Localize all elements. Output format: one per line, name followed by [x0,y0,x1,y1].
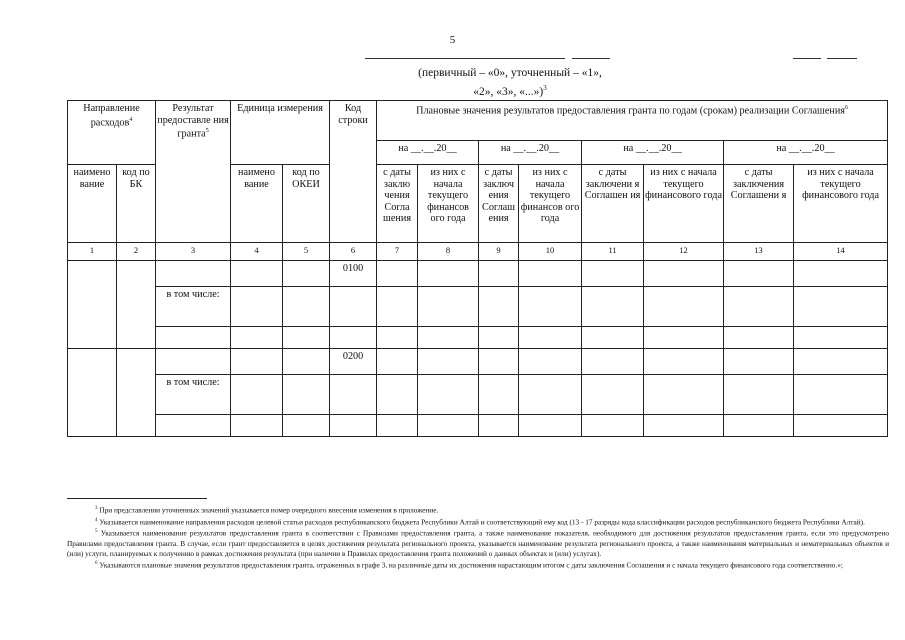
footnote-mark: 3 [95,506,98,511]
table-cell [283,375,330,415]
footnote-mark: 6 [95,561,98,567]
table-cell [156,415,231,437]
table-cell [582,327,644,349]
column-number: 9 [479,243,519,261]
table-cell [377,349,418,375]
table-cell [519,327,582,349]
table-cell [479,287,519,327]
table-cell [724,349,794,375]
blank-line [572,58,610,59]
version-note-line2-text: «2», «3», «...») [473,85,544,98]
row-code: 0100 [330,261,377,287]
column-number: 14 [794,243,888,261]
header-result-text: Результат предоставле ния гранта [157,103,229,140]
table-cell [479,327,519,349]
table-cell [644,415,724,437]
table-cell [377,261,418,287]
footnote-mark: 5 [205,128,209,135]
including-label: в том числе: [156,287,231,327]
header-planned [377,101,888,141]
version-note [330,66,690,100]
table-cell [519,287,582,327]
table-cell [724,287,794,327]
table-cell [156,327,231,349]
table-cell [644,287,724,327]
header-year-col: из них с начала текущего финансов ого года [519,165,582,243]
table-cell [330,415,377,437]
table-cell [231,327,283,349]
version-note-line2 [330,81,690,100]
table-row [68,349,888,375]
table-cell [418,327,479,349]
table-cell [724,327,794,349]
table-cell [794,375,888,415]
table-cell [377,375,418,415]
table-cell [283,287,330,327]
table-cell [644,375,724,415]
column-number: 1 [68,243,117,261]
header-year-col: с даты заклю чения Согла шения [377,165,418,243]
table-cell [231,375,283,415]
table-cell [156,349,231,375]
table-row [68,415,888,437]
table-cell [724,375,794,415]
table-cell [794,261,888,287]
table-cell [644,349,724,375]
table-cell [418,415,479,437]
footnote-text: Указываются плановые значения результатов предоставления гранта, отраженных в графе 3, на различные даты их достижения нарастающим итогом с даты заключения Соглашения и с начала текущего финансового года соответственно.»; [99,560,843,570]
footnote [67,559,889,571]
table-row [68,327,888,349]
footnote-mark: 3 [543,84,547,92]
blank-line [793,58,821,59]
table-cell [283,261,330,287]
header-year-3: на __.__.20__ [582,141,724,165]
header-result [156,101,231,243]
header-year-col: с даты заключени я Соглашен ия [582,165,644,243]
page-number: 5 [449,34,456,46]
table-cell [283,349,330,375]
row-code: 0200 [330,349,377,375]
table-cell [377,287,418,327]
results-table [67,100,888,437]
header-year-col: из них с начала текущего финансового года [794,165,888,243]
table-cell [330,375,377,415]
footnote-mark: 6 [845,105,848,111]
table-cell [644,261,724,287]
table-cell [283,415,330,437]
table-cell [117,349,156,437]
header-year-col: с даты заключ ения Соглаш ения [479,165,519,243]
table-cell [794,349,888,375]
table-cell [519,375,582,415]
table-cell [479,375,519,415]
table-cell [377,415,418,437]
table-cell [479,261,519,287]
table-cell [479,349,519,375]
table-cell [582,415,644,437]
table-cell [68,261,117,349]
footnote-mark: 4 [129,116,133,123]
table-cell [644,327,724,349]
table-cell [794,327,888,349]
table-row [68,261,888,287]
header-year-col: с даты заключения Соглашени я [724,165,794,243]
table-cell [479,415,519,437]
footnote-text: При представлении уточненных значений указывается номер очередного внесения изменения в приложение. [99,505,439,515]
footnotes [67,498,889,571]
header-year-1: на __.__.20__ [377,141,479,165]
table-cell [231,415,283,437]
header-bk-code: код по БК [117,165,156,243]
table-cell [794,287,888,327]
blank-line [827,58,857,59]
column-number: 10 [519,243,582,261]
column-number: 11 [582,243,644,261]
footnote-mark: 5 [95,529,98,535]
table-cell [519,261,582,287]
header-year-col: из них с начала текущего финансового года [644,165,724,243]
table-cell [156,261,231,287]
header-direction-text: Направление расходов [83,103,140,128]
table-cell [582,261,644,287]
column-number: 13 [724,243,794,261]
table-row [68,375,888,415]
table-cell [330,327,377,349]
header-row-1 [68,101,888,141]
table-cell [724,415,794,437]
table-cell [231,349,283,375]
table-cell [231,287,283,327]
header-year-col: из них с начала текущего финансов ого года [418,165,479,243]
table-cell [68,349,117,437]
footnote-text: Указывается наименование результатов предоставления гранта в соответствии с Правилами предоставления гранта, а также наименование показателя, необходимого для достижения результатов предоставления гранта, если это предусмотрено Правилами предоставления гранта. В случае, если грант предоставляется в целях достижения результата регионального проекта, указывается наименование результата регионального проекта, а также наименования материальных и нематериальных объектов и (или) услуги, планируемых к получению в рамках достижения результата (при наличии в Правилах предоставления гранта положений о данных объектах и (или) услугах). [67,528,889,559]
header-direction-name: наимено вание [68,165,117,243]
table-cell [582,287,644,327]
table-row [68,287,888,327]
header-code: Код строки [330,101,377,243]
column-number: 5 [283,243,330,261]
table-cell [794,415,888,437]
header-okei-code: код по ОКЕИ [283,165,330,243]
header-planned-text: Плановые значения результатов предоставления гранта по годам (срокам) реализации Соглашения [416,105,845,117]
table-cell [418,349,479,375]
version-note-line1: (первичный – «0», уточненный – «1», [418,67,602,79]
column-number: 3 [156,243,231,261]
header-year-4: на __.__.20__ [724,141,888,165]
header-unit-name: наимено вание [231,165,283,243]
column-number: 6 [330,243,377,261]
table-cell [519,349,582,375]
header-unit: Единица измерения [231,101,330,165]
blank-line [365,58,565,59]
column-number: 2 [117,243,156,261]
table-cell [519,415,582,437]
footnote [67,504,889,516]
footnote [67,516,889,528]
table-cell [582,349,644,375]
table-cell [418,375,479,415]
column-number: 4 [231,243,283,261]
column-number: 7 [377,243,418,261]
header-year-2: на __.__.20__ [479,141,582,165]
table-cell [377,327,418,349]
header-direction [68,101,156,165]
table-cell [724,261,794,287]
footnote-text: Указывается наименование направления расходов целевой статьи расходов республиканского бюджета Республики Алтай и соответствующий ему код (13 - 17 разряды кода классификации расходов республиканского бюджета Республики Алтай). [99,517,865,527]
table-cell [117,261,156,349]
table-cell [231,261,283,287]
footnote [67,527,889,559]
footnote-mark: 4 [95,517,98,523]
including-label: в том числе: [156,375,231,415]
table-cell [418,261,479,287]
footnote-rule [67,498,207,499]
column-number: 8 [418,243,479,261]
column-numbers-row [68,243,888,261]
table-cell [582,375,644,415]
table-cell [418,287,479,327]
column-number: 12 [644,243,724,261]
table-cell [283,327,330,349]
table-cell [330,287,377,327]
